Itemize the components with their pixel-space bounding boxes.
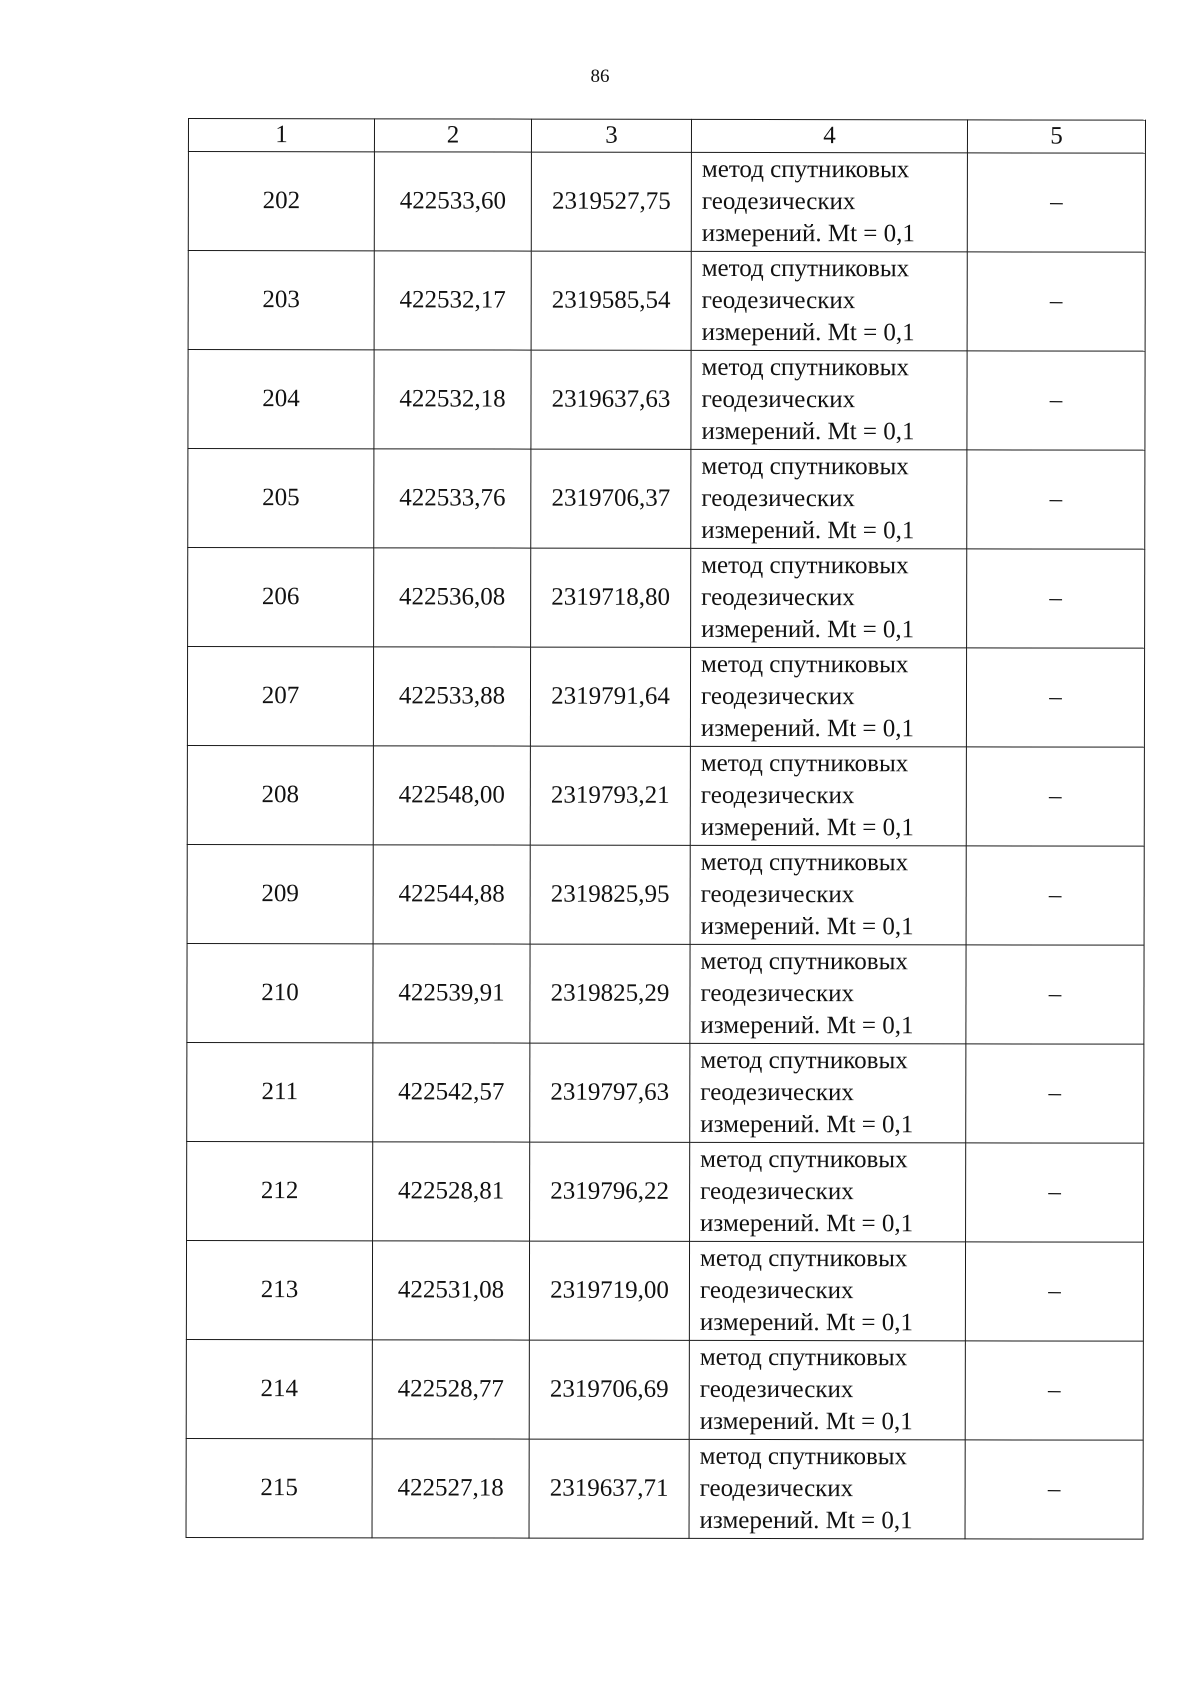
point-number-cell: 209	[187, 844, 373, 943]
method-line: метод спутниковых	[699, 1442, 908, 1471]
method-line: измерений. Mt = 0,1	[700, 1209, 914, 1238]
method-cell	[689, 1241, 965, 1340]
method-line: геодезических	[701, 583, 855, 612]
method-line: геодезических	[700, 1078, 854, 1107]
method-line: метод спутниковых	[701, 254, 910, 283]
table-row	[188, 449, 1145, 550]
table-row	[187, 943, 1144, 1044]
table-row	[186, 1240, 1143, 1341]
point-number-cell: 215	[186, 1438, 372, 1537]
header-cell-3: 3	[531, 119, 691, 152]
point-number-cell: 211	[187, 1042, 373, 1141]
method-line: геодезических	[700, 880, 855, 909]
y-coordinate-cell: 2319791,64	[530, 647, 690, 746]
x-coordinate-cell: 422527,18	[372, 1439, 529, 1538]
table-row	[187, 647, 1144, 748]
method-line: метод спутниковых	[701, 155, 910, 184]
method-cell	[689, 1340, 965, 1439]
method-line: метод спутниковых	[701, 353, 909, 382]
header-cell-1: 1	[188, 119, 374, 152]
method-cell	[691, 350, 967, 449]
y-coordinate-cell: 2319637,71	[529, 1439, 689, 1538]
method-cell	[690, 1043, 966, 1142]
method-line: геодезических	[699, 1276, 854, 1305]
x-coordinate-cell: 422528,81	[373, 1142, 530, 1241]
method-cell	[691, 152, 967, 251]
method-line: измерений. Mt = 0,1	[699, 1506, 913, 1535]
y-coordinate-cell: 2319706,69	[529, 1340, 689, 1439]
table-row	[188, 548, 1145, 649]
method-line: геодезических	[701, 187, 856, 216]
y-coordinate-cell: 2319585,54	[531, 251, 691, 350]
x-coordinate-cell: 422533,88	[373, 647, 530, 746]
method-cell	[690, 647, 966, 746]
table-row	[187, 1042, 1144, 1143]
header-cell-4: 4	[691, 119, 967, 152]
method-cell	[690, 746, 966, 845]
method-cell	[691, 251, 967, 350]
y-coordinate-cell: 2319719,00	[529, 1241, 689, 1340]
table-row	[187, 745, 1144, 846]
point-number-cell: 202	[188, 152, 374, 251]
point-number-cell: 213	[186, 1240, 372, 1339]
point-number-cell: 207	[187, 647, 373, 746]
point-number-cell: 208	[187, 745, 373, 844]
y-coordinate-cell: 2319825,29	[530, 944, 690, 1043]
point-number-cell: 205	[188, 449, 374, 548]
method-line: метод спутниковых	[699, 1244, 908, 1273]
note-cell: –	[966, 846, 1144, 945]
method-line: метод спутниковых	[699, 1343, 908, 1372]
x-coordinate-cell: 422528,77	[372, 1340, 529, 1439]
note-cell: –	[966, 1044, 1144, 1143]
table-row	[188, 251, 1145, 352]
point-number-cell: 214	[186, 1339, 372, 1438]
x-coordinate-cell: 422544,88	[373, 845, 530, 944]
x-coordinate-cell: 422532,17	[374, 251, 531, 350]
note-cell: –	[965, 1440, 1143, 1539]
note-cell: –	[967, 450, 1145, 549]
table-row	[188, 350, 1145, 451]
method-line: геодезических	[700, 979, 855, 1008]
y-coordinate-cell: 2319706,37	[531, 449, 691, 548]
note-cell: –	[967, 351, 1145, 450]
y-coordinate-cell: 2319825,95	[530, 845, 690, 944]
method-line: измерений. Mt = 0,1	[701, 615, 915, 644]
table-row	[186, 1339, 1143, 1440]
note-cell: –	[965, 1242, 1143, 1341]
x-coordinate-cell: 422548,00	[373, 746, 530, 845]
point-number-cell: 210	[187, 943, 373, 1042]
point-number-cell: 212	[187, 1141, 373, 1240]
note-cell: –	[966, 945, 1144, 1044]
method-line: геодезических	[700, 781, 855, 810]
method-cell	[690, 1142, 966, 1241]
y-coordinate-cell: 2319796,22	[530, 1142, 690, 1241]
method-line: геодезических	[700, 682, 855, 711]
header-cell-5: 5	[967, 120, 1145, 153]
note-cell: –	[967, 252, 1145, 351]
method-line: измерений. Mt = 0,1	[700, 1011, 914, 1040]
method-line: метод спутниковых	[700, 749, 909, 778]
method-line: измерений. Mt = 0,1	[699, 1407, 913, 1436]
note-cell: –	[966, 1143, 1144, 1242]
header-row	[188, 119, 1145, 154]
x-coordinate-cell: 422532,18	[374, 350, 531, 449]
point-number-cell: 203	[188, 251, 374, 350]
y-coordinate-cell: 2319527,75	[531, 152, 691, 251]
y-coordinate-cell: 2319718,80	[531, 548, 691, 647]
table-row	[186, 1438, 1143, 1539]
note-cell: –	[967, 549, 1145, 648]
method-line: измерений. Mt = 0,1	[700, 714, 915, 743]
page-number: 86	[590, 66, 610, 87]
note-cell: –	[967, 153, 1145, 252]
note-cell: –	[965, 1341, 1143, 1440]
method-line: геодезических	[701, 385, 856, 414]
x-coordinate-cell: 422539,91	[373, 944, 530, 1043]
method-line: измерений. Mt = 0,1	[701, 417, 915, 446]
table-row	[187, 844, 1144, 945]
method-cell	[690, 944, 966, 1043]
method-line: измерений. Mt = 0,1	[701, 318, 915, 347]
method-line: метод спутниковых	[700, 947, 908, 976]
method-line: измерений. Mt = 0,1	[700, 912, 914, 941]
method-line: метод спутниковых	[700, 848, 909, 877]
header-cell-2: 2	[374, 119, 531, 152]
method-line: геодезических	[701, 286, 856, 315]
y-coordinate-cell: 2319793,21	[530, 746, 690, 845]
method-line: измерений. Mt = 0,1	[700, 1110, 914, 1139]
point-number-cell: 206	[188, 548, 374, 647]
table-row	[188, 152, 1145, 253]
y-coordinate-cell: 2319797,63	[530, 1043, 690, 1142]
method-line: измерений. Mt = 0,1	[701, 516, 915, 545]
x-coordinate-cell: 422533,60	[374, 152, 531, 251]
method-line: измерений. Mt = 0,1	[701, 219, 915, 248]
y-coordinate-cell: 2319637,63	[531, 350, 691, 449]
method-line: измерений. Mt = 0,1	[699, 1308, 914, 1337]
table-header	[188, 119, 1145, 154]
method-line: метод спутниковых	[701, 452, 909, 481]
method-line: метод спутниковых	[700, 1145, 908, 1174]
method-line: геодезических	[700, 1177, 854, 1206]
x-coordinate-cell: 422531,08	[372, 1241, 529, 1340]
coordinates-table	[186, 118, 1146, 1540]
note-cell: –	[966, 648, 1144, 747]
method-cell	[690, 845, 966, 944]
x-coordinate-cell: 422536,08	[374, 548, 531, 647]
method-line: геодезических	[699, 1474, 854, 1503]
method-line: метод спутниковых	[700, 1046, 908, 1075]
table-row	[187, 1141, 1144, 1242]
method-line: измерений. Mt = 0,1	[700, 813, 914, 842]
table-body	[186, 152, 1145, 1540]
method-line: геодезических	[699, 1375, 854, 1404]
method-line: метод спутниковых	[701, 551, 909, 580]
method-cell	[689, 1439, 965, 1538]
x-coordinate-cell: 422533,76	[374, 449, 531, 548]
note-cell: –	[966, 747, 1144, 846]
point-number-cell: 204	[188, 350, 374, 449]
method-line: геодезических	[701, 484, 855, 513]
x-coordinate-cell: 422542,57	[373, 1043, 530, 1142]
method-line: метод спутниковых	[701, 650, 909, 679]
method-cell	[691, 449, 967, 548]
method-cell	[691, 548, 967, 647]
